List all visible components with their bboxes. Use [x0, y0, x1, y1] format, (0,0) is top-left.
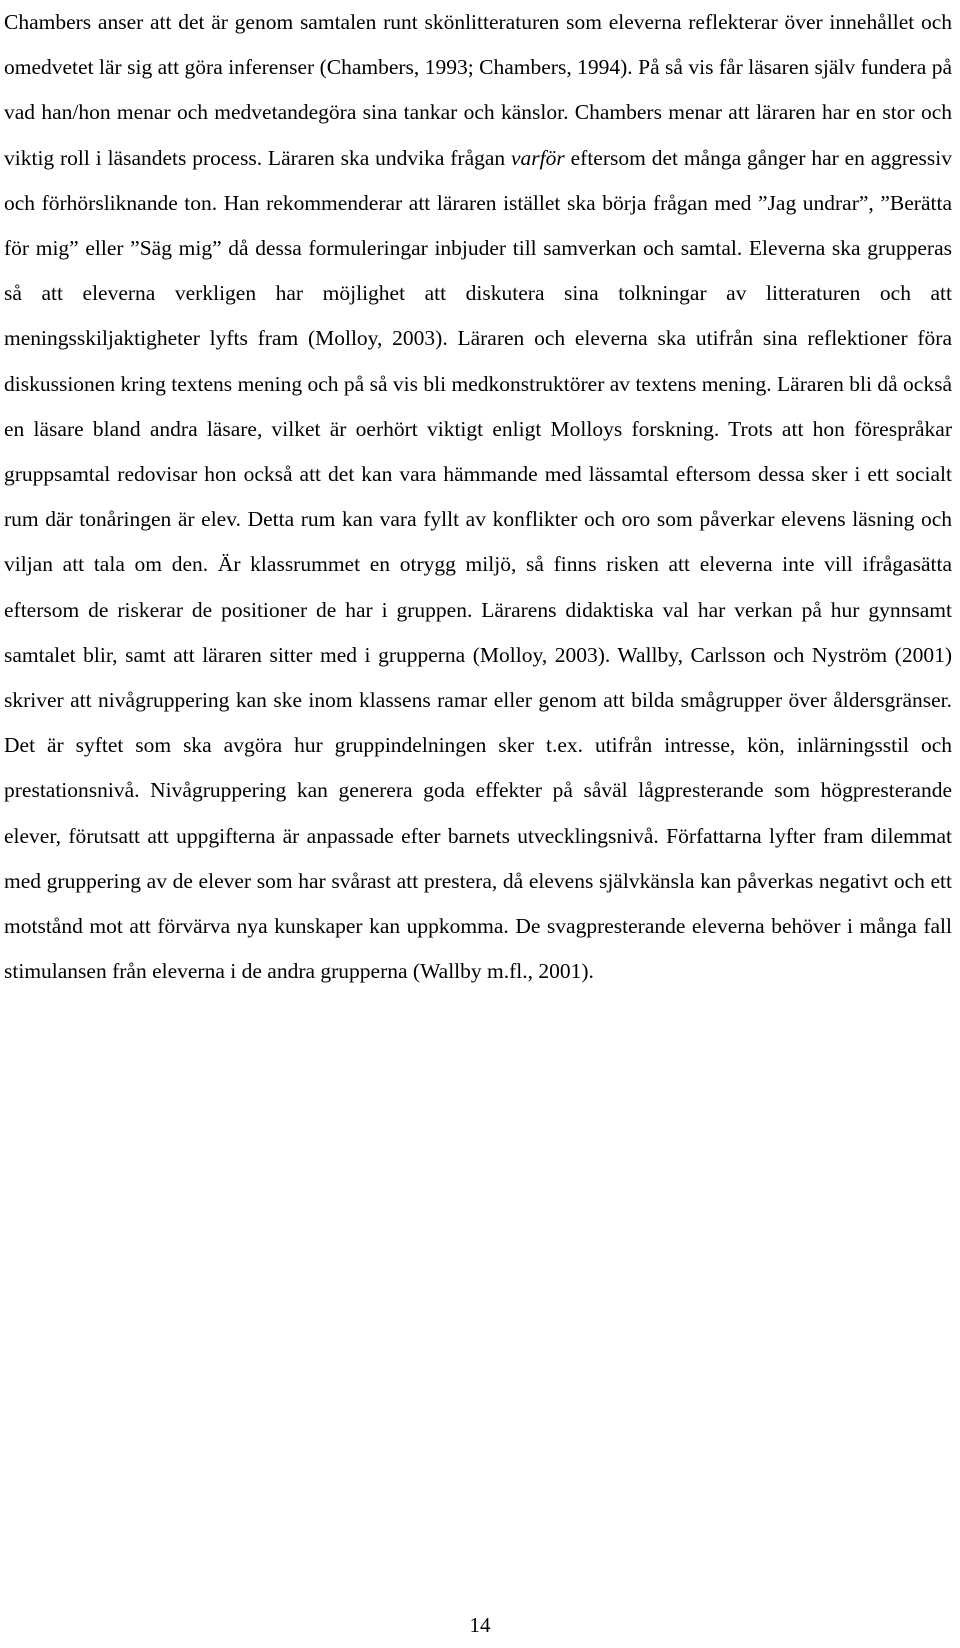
document-body — [4, 0, 952, 994]
page-number: 14 — [469, 1613, 491, 1637]
paragraph-text-part-1: Chambers anser att det är genom samtalen runt skönlitteraturen som eleverna reflekterar över innehållet och omedvetet lär sig att göra inferenser (Chambers, 1993; Chambers, 1994). På så vis får läsaren själv fundera på vad han/hon menar och medvetandegöra sina tankar och känslor. Chambers menar att läraren har en stor och viktig roll i läsandets process. Läraren ska undvika frågan — [4, 10, 952, 170]
paragraph-text-part-2: eftersom det många gånger har en aggressiv och förhörsliknande ton. Han rekommenderar att läraren istället ska börja frågan med ”Jag undrar”, ”Berätta för mig” eller ”Säg mig” då dessa formuleringar inbjuder till samverkan och samtal. Eleverna ska grupperas så att eleverna verkligen har möjlighet att diskutera sina tolkningar av litteraturen och att meningsskiljaktigheter lyfts fram (Molloy, 2003). Läraren och eleverna ska utifrån sina reflektioner föra diskussionen kring textens mening och på så vis bli medkonstruktörer av textens mening. Läraren bli då också en läsare bland andra läsare, vilket är oerhört viktigt enligt Molloys forskning. Trots att hon förespråkar gruppsamtal redovisar hon också att det kan vara hämmande med lässamtal eftersom dessa sker i ett socialt rum där tonåringen är elev. Detta rum kan vara fyllt av konflikter och oro som påverkar elevens läsning och viljan att tala om den. Är klassrummet en otrygg miljö, så finns risken att eleverna inte vill ifrågasätta eftersom de riskerar de positioner de har i gruppen. Lärarens didaktiska val har verkan på hur gynnsamt samtalet blir, samt att läraren sitter med i grupperna (Molloy, 2003). Wallby, Carlsson och Nyström (2001) skriver att nivågruppering kan ske inom klassens ramar eller genom att bilda smågrupper över åldersgränser. Det är syftet som ska avgöra hur gruppindelningen sker t.ex. utifrån intresse, kön, inlärningsstil och prestationsnivå. Nivågruppering kan generera goda effekter på såväl lågpresterande som högpresterande elever, förutsatt att uppgifterna är anpassade efter barnets utvecklingsnivå. Författarna lyfter fram dilemmat med gruppering av de elever som har svårast att prestera, då elevens självkänsla kan påverkas negativt och ett motstånd mot att förvärva nya kunskaper kan uppkomma. De svagpresterande eleverna behöver i många fall stimulansen från eleverna i de andra grupperna (Wallby m.fl., 2001). — [4, 145, 952, 984]
body-paragraph — [4, 0, 952, 994]
emphasized-word: varför — [511, 145, 565, 170]
